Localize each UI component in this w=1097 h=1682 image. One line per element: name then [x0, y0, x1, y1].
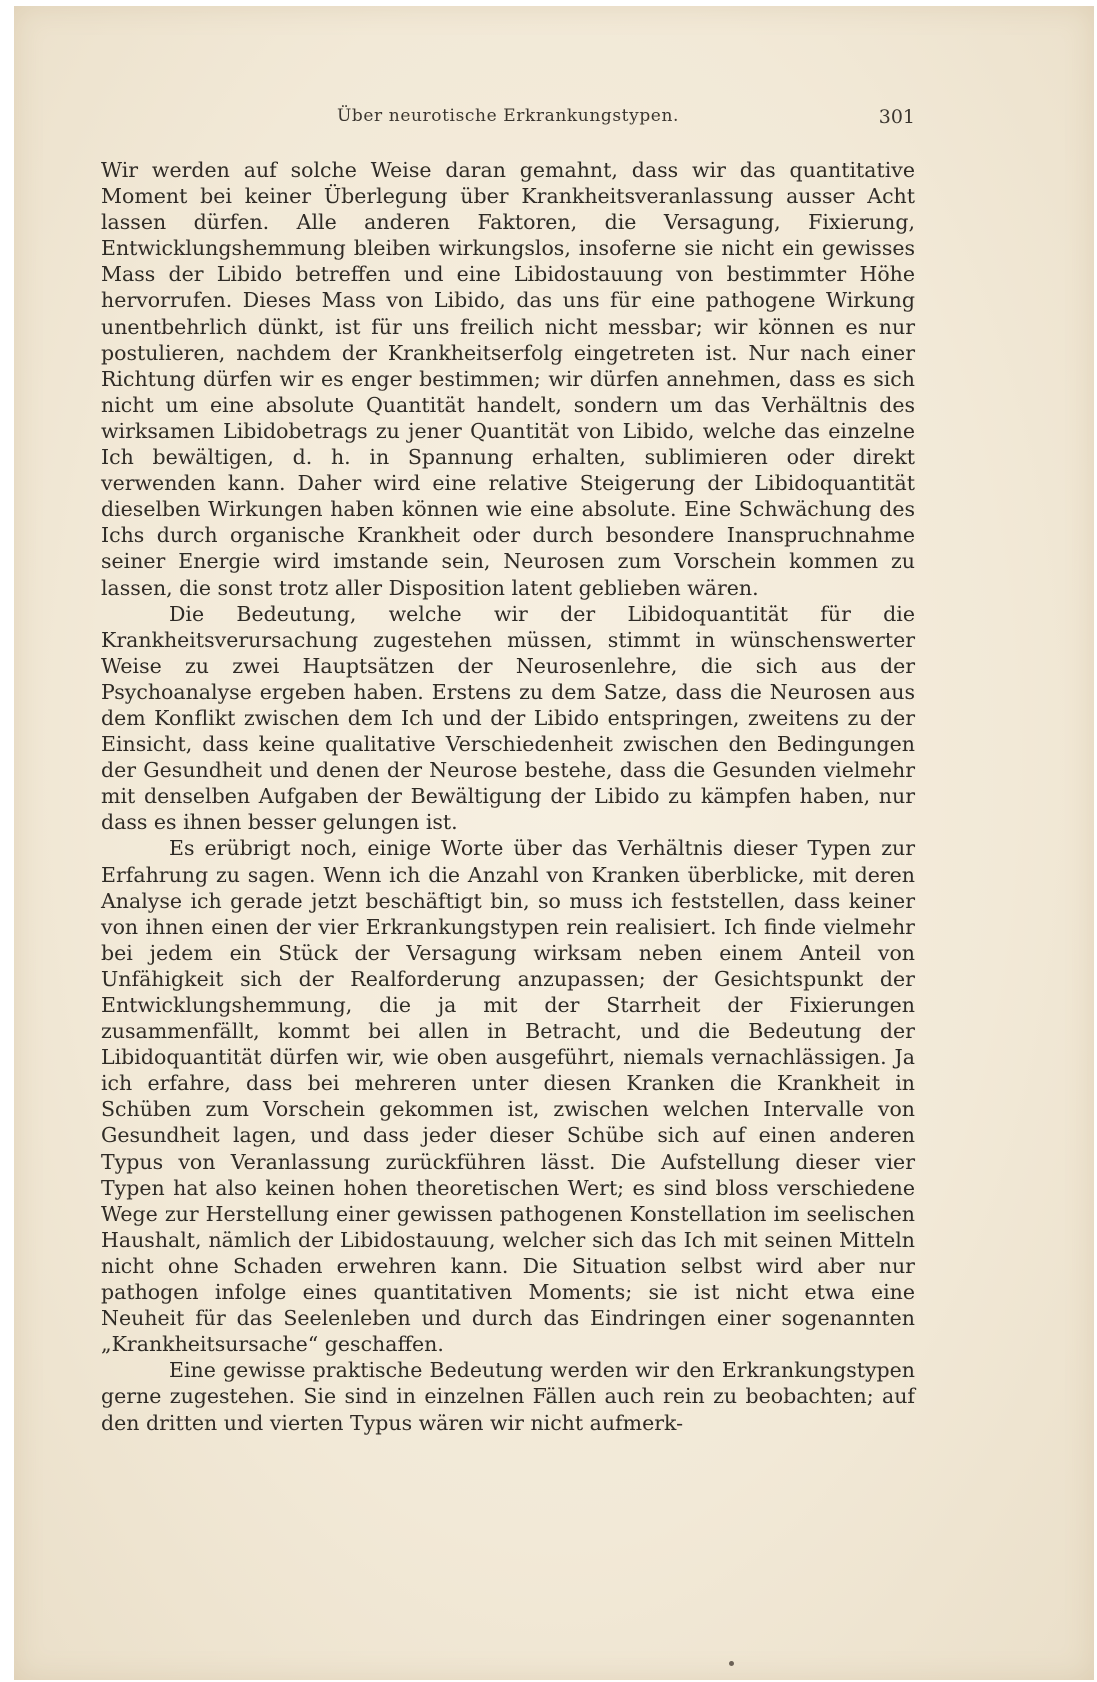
page-header [101, 106, 915, 128]
paragraph-3: Es erübrigt noch, einige Worte über das Verhältnis dieser Typen zur Erfahrung zu sagen. Wenn ich die Anzahl von Kranken überblicke, mit deren Analyse ich gerade jetzt beschäftigt bin, so muss ich feststellen, dass keiner von ihnen einen der vier Erkrankungstypen rein realisiert. Ich finde vielmehr bei jedem ein Stück der Versagung wirksam neben einem Anteil von Unfähigkeit sich der Realforderung anzupassen; der Gesichtspunkt der Entwicklungshemmung, die ja mit der Starrheit der Fixierungen zusammenfällt, kommt bei allen in Betracht, und die Bedeutung der Libidoquantität dürfen wir, wie oben ausgeführt, niemals vernachlässigen. Ja ich erfahre, dass bei mehreren unter diesen Kranken die Krankheit in Schüben zum Vorschein gekommen ist, zwischen welchen Intervalle von Gesundheit lagen, und dass jeder dieser Schübe sich auf einen anderen Typus von Veranlassung zurückführen lässt. Die Aufstellung dieser vier Typen hat also keinen hohen theoretischen Wert; es sind bloss verschiedene Wege zur Herstellung einer gewissen pathogenen Konstellation im seelischen Haushalt, nämlich der Libidostauung, welcher sich das Ich mit seinen Mitteln nicht ohne Schaden erwehren kann. Die Situation selbst wird aber nur pathogen infolge eines quantitativen Moments; sie ist nicht etwa eine Neuheit für das Seelenleben und durch das Eindringen einer sogenannten „Krankheitsursache“ geschaffen. [101, 836, 915, 1357]
book-page [14, 6, 1094, 1680]
paragraph-4: Eine gewisse praktische Bedeutung werden wir den Erkrankungstypen gerne zugestehen. Sie sind in einzelnen Fällen auch rein zu beobachten; auf den dritten und vierten Typus wären wir nicht aufmerk- [101, 1358, 915, 1435]
paragraph-1: Wir werden auf solche Weise daran gemahnt, dass wir das quantitative Moment bei keiner Überlegung über Krankheitsveranlassung ausser Acht lassen dürfen. Alle anderen Faktoren, die Versagung, Fixierung, Entwicklungshemmung bleiben wirkungslos, insoferne sie nicht ein gewisses Mass der Libido betreffen und eine Libidostauung von bestimmter Höhe hervorrufen. Dieses Mass von Libido, das uns für eine pathogene Wirkung unentbehrlich dünkt, ist für uns freilich nicht messbar; wir können es nur postulieren, nachdem der Krankheitserfolg eingetreten ist. Nur nach einer Richtung dürfen wir es enger bestimmen; wir dürfen annehmen, dass es sich nicht um eine absolute Quantität handelt, sondern um das Verhältnis des wirksamen Libidobetrags zu jener Quantität von Libido, welche das einzelne Ich bewältigen, d. h. in Spannung erhalten, sublimieren oder direkt verwenden kann. Daher wird eine relative Steigerung der Libidoquantität dieselben Wirkungen haben können wie eine absolute. Eine Schwächung des Ichs durch organische Krankheit oder durch besondere Inanspruchnahme seiner Energie wird imstande sein, Neurosen zum Vorschein kommen zu lassen, die sonst trotz aller Disposition latent geblieben wären. [101, 158, 915, 600]
ink-speck [729, 1661, 734, 1666]
paragraph-2: Die Bedeutung, welche wir der Libidoquantität für die Krankheitsverursachung zugestehen müssen, stimmt in wünschenswerter Weise zu zwei Hauptsätzen der Neurosenlehre, die sich aus der Psychoanalyse ergeben haben. Erstens zu dem Satze, dass die Neurosen aus dem Konflikt zwischen dem Ich und der Libido entspringen, zweitens zu der Einsicht, dass keine qualitative Verschiedenheit zwischen den Bedingungen der Gesundheit und denen der Neurose bestehe, dass die Gesunden vielmehr mit denselben Aufgaben der Bewältigung der Libido zu kämpfen haben, nur dass es ihnen besser gelungen ist. [101, 601, 915, 835]
body-text [101, 157, 915, 1436]
page-number: 301 [878, 106, 915, 128]
running-title: Über neurotische Erkrankungstypen. [336, 106, 680, 126]
